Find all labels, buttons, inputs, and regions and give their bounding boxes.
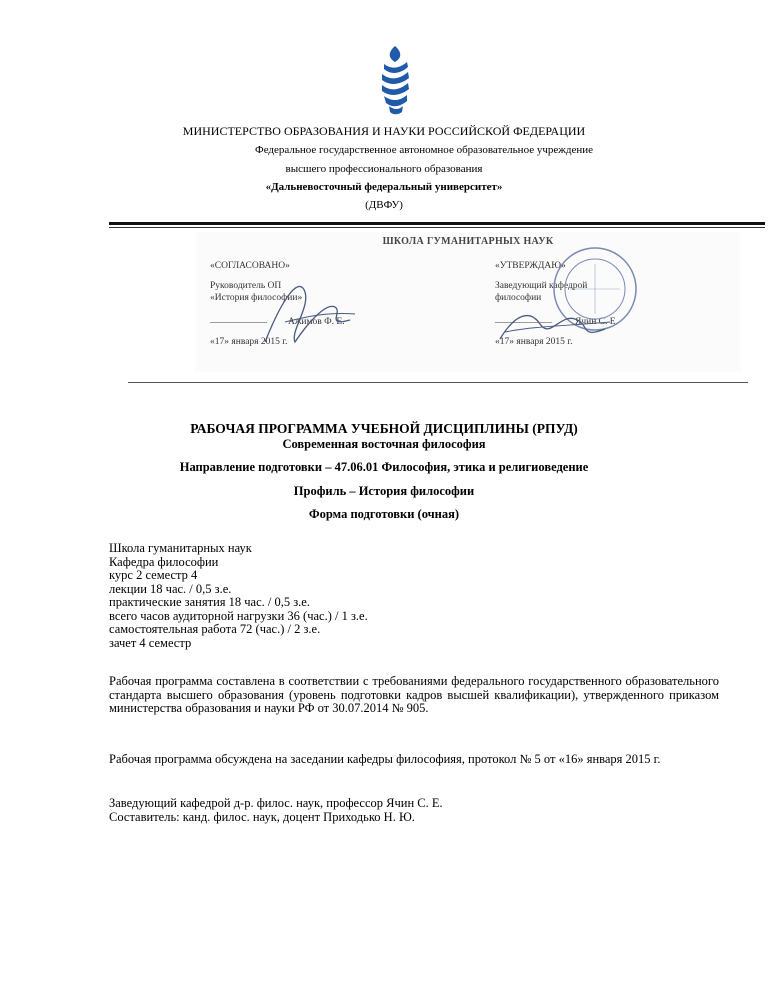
- agreed-date: «17» января 2015 г.: [210, 337, 288, 347]
- document-title: РАБОЧАЯ ПРОГРАММА УЧЕБНОЙ ДИСЦИПЛИНЫ (РПУД): [190, 421, 578, 436]
- school-heading: ШКОЛА ГУМАНИТАРНЫХ НАУК: [382, 236, 554, 247]
- profile: Профиль – История философии: [293, 484, 475, 498]
- direction: Направление подготовки – 47.06.01 Философия, этика и религиоведение: [179, 460, 589, 474]
- detail-item: лекции 18 час. / 0,5 з.е.: [109, 581, 232, 596]
- agreed-role-1: Руководитель ОП: [210, 281, 282, 291]
- approval-block: [195, 232, 741, 372]
- agreed-label: «СОГЛАСОВАНО»: [210, 261, 290, 271]
- agreed-signature: [255, 272, 365, 352]
- detail-item: зачет 4 семестр: [109, 635, 192, 650]
- approved-role-2: философии: [495, 293, 542, 303]
- author: Составитель: канд. филос. наук, доцент Приходько Н. Ю.: [109, 810, 415, 824]
- study-form: Форма подготовки (очная): [308, 507, 460, 521]
- approved-name: Ячин С. Е.: [575, 317, 618, 327]
- details-list: [109, 542, 719, 650]
- detail-item: Кафедра философии: [109, 554, 219, 569]
- detail-item: самостоятельная работа 72 (час.) / 2 з.е.: [109, 622, 321, 636]
- detail-item: курс 2 семестр 4: [109, 568, 198, 582]
- discussion-paragraph: Рабочая программа обсуждена на заседании кафедры философияя, протокол № 5 от «16» января 2015 г.: [109, 752, 661, 766]
- agreed-signature-line: ____________: [210, 315, 267, 325]
- approved-signature: [495, 304, 615, 349]
- university-abbr: (ДВФУ): [365, 199, 403, 211]
- department-head: Заведующий кафедрой д-р. филос. наук, профессор Ячин С. Е.: [109, 796, 443, 810]
- approved-label: «УТВЕРЖДАЮ»: [495, 261, 566, 271]
- approved-date: «17» января 2015 г.: [495, 337, 573, 347]
- approved-role-1: Заведующий кафедрой: [495, 281, 588, 291]
- discipline-name: Современная восточная философия: [282, 437, 486, 451]
- detail-item: практические занятия 18 час. / 0,5 з.е.: [109, 595, 310, 609]
- standard-paragraph: Рабочая программа составлена в соответствии с требованиями федерального государственного образовательного стандарта высшего образования (уровень подготовки кадров высшей квалификации), утвержденного приказом министерства образования и науки РФ от 30.07.2014 № 905.: [109, 674, 719, 715]
- university-name: «Дальневосточный федеральный университет»: [265, 181, 503, 193]
- header-rule-thick: [109, 222, 765, 225]
- header-rule-thin: [109, 227, 765, 228]
- university-logo: [378, 44, 412, 116]
- agreed-name: Ажимов Ф. Е.: [288, 317, 345, 327]
- detail-item: всего часов аудиторной нагрузки 36 (час.) / 1 з.е.: [109, 608, 368, 623]
- institution-level: высшего профессионального образования: [285, 163, 483, 175]
- approved-signature-line: ____________: [495, 315, 552, 325]
- institution-type: Федеральное государственное автономное образовательное учреждение: [255, 144, 593, 156]
- detail-item: Школа гуманитарных наук: [109, 541, 252, 555]
- approval-rule: [128, 382, 748, 383]
- agreed-role-2: «История философии»: [210, 293, 303, 303]
- ministry-name: МИНИСТЕРСТВО ОБРАЗОВАНИЯ И НАУКИ РОССИЙСКОЙ ФЕДЕРАЦИИ: [182, 124, 586, 138]
